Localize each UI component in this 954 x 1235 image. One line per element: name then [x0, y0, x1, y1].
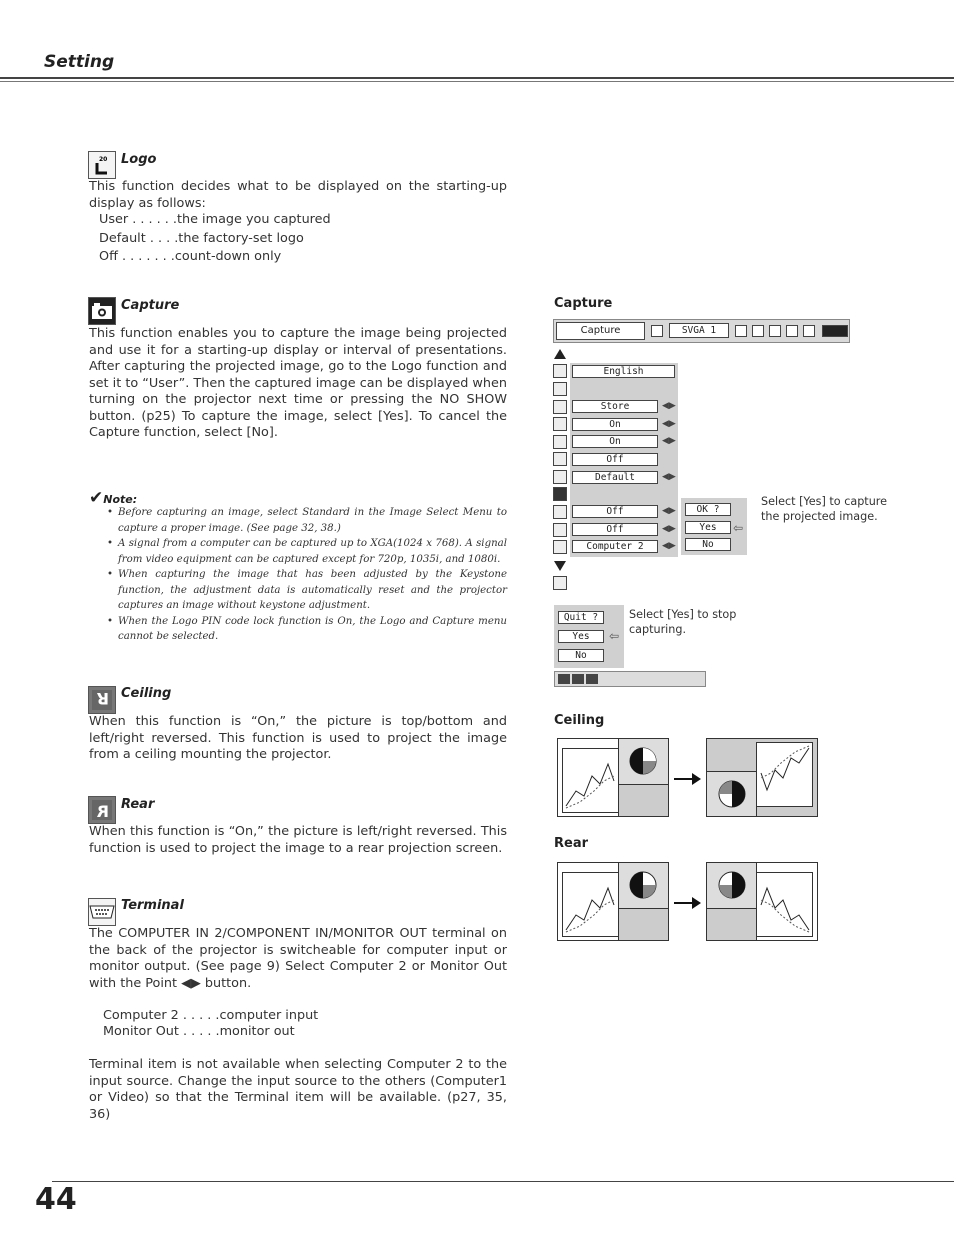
ceiling-illustration — [556, 736, 820, 820]
display-icon[interactable] — [553, 435, 567, 449]
note-item: • When the Logo PIN code lock function is On, the Logo and Capture menu cannot be selected. — [107, 614, 507, 645]
rear-body: When this function is “On,” the picture is left/right reversed. This function is used to project the image to a rear projection screen. — [89, 824, 507, 856]
quit-no-button[interactable]: No — [558, 649, 604, 662]
capture-title: Capture — [121, 298, 180, 313]
quit-callout: Select [Yes] to stop capturing. — [629, 608, 737, 636]
option-rear[interactable]: Off — [572, 523, 658, 536]
note-item: • A signal from a computer can be captured up to XGA(1024 x 768). A signal from video equipment can be captured except for 720p, 1035i, and 1080i. — [107, 536, 507, 567]
footer-rule — [52, 1181, 954, 1182]
menubar-capture-tab[interactable]: Capture — [556, 322, 645, 340]
option-logo[interactable]: Off — [572, 453, 658, 466]
quit-question: Quit ? — [558, 611, 604, 624]
header-rule-thin — [0, 81, 954, 82]
svg-text:20: 20 — [99, 156, 108, 163]
progress-segment — [586, 674, 598, 684]
left-right-arrow-icon[interactable]: ◀▶ — [662, 541, 676, 551]
left-right-arrow-icon[interactable]: ◀▶ — [662, 436, 676, 446]
terminal-title: Terminal — [121, 898, 184, 913]
setting-icon[interactable] — [822, 325, 848, 337]
input-icon[interactable] — [651, 325, 663, 337]
progress-segment — [572, 674, 584, 684]
auto-setup-icon[interactable] — [553, 400, 567, 414]
capture-body: This function enables you to capture the image being projected and use it for a starting-up display or interval of presentations. After capturing the projected image, go to the Logo function and set it to “User”. Then the captured image can be displayed when turning on the projector next time or pressing the NO SHOW button. (p25) To capture the image, select [Yes]. To cancel the Capture function, select [No]. — [89, 326, 507, 440]
logo-icon — [88, 151, 116, 179]
capture-callout: Select [Yes] to capture the projected image. — [761, 495, 888, 523]
menu-position-icon[interactable] — [553, 382, 567, 396]
quit-dialog — [554, 605, 624, 668]
ceiling-icon — [88, 686, 116, 714]
ceiling-menu-icon[interactable] — [553, 505, 567, 519]
terminal-option-computer2: Computer 2 . . . . .computer input — [103, 1008, 319, 1023]
option-terminal[interactable]: Computer 2 — [572, 540, 658, 553]
capture-confirm-dialog — [681, 498, 747, 555]
option-ceiling[interactable]: Off — [572, 505, 658, 518]
exit-icon[interactable] — [553, 576, 567, 590]
left-right-arrow-icon[interactable]: ◀▶ — [662, 401, 676, 411]
camera-icon — [88, 297, 116, 325]
option-auto-setup[interactable]: Store — [572, 400, 658, 413]
image-select-icon[interactable] — [752, 325, 764, 337]
capture-progress-bar — [554, 671, 706, 687]
sound-icon[interactable] — [803, 325, 815, 337]
left-right-arrow-icon[interactable]: ◀▶ — [662, 524, 676, 534]
terminal-body-text: The COMPUTER IN 2/COMPONENT IN/MONITOR OUT terminal on the back of the projector is switcheable for computer input or monitor output. (See page 9) Select Computer 2 or Monitor Out with the Point — [89, 926, 507, 991]
note-item: • Before capturing an image, select Standard in the Image Select Menu to capture a proper image. (See page 32, 38.) — [107, 505, 507, 536]
ok-question: OK ? — [685, 503, 731, 516]
note-item: • When capturing the image that has been adjusted by the Keystone function, the adjustment data is automatically reset and the projector captures an image without keystone adjustment. — [107, 567, 507, 614]
svg-text:R: R — [96, 689, 109, 708]
left-right-arrow-icon[interactable]: ◀▶ — [662, 472, 676, 482]
terminal-body — [89, 926, 507, 992]
option-background[interactable]: On — [572, 418, 658, 431]
terminal-icon — [88, 898, 116, 926]
terminal-menu-icon[interactable] — [553, 540, 567, 554]
rear-menu-icon[interactable] — [553, 523, 567, 537]
logo-select-icon[interactable] — [553, 470, 567, 484]
background-icon[interactable] — [553, 417, 567, 431]
no-button[interactable]: No — [685, 538, 731, 551]
logo-option-user: User . . . . . .the image you captured — [99, 212, 331, 227]
checkmark-icon: ✔ — [89, 488, 104, 508]
signal-display: SVGA 1 — [669, 323, 729, 338]
logo-menu-icon[interactable] — [553, 452, 567, 466]
pc-adjust-icon[interactable] — [735, 325, 747, 337]
pointer-arrow-icon: ⇦ — [609, 629, 620, 643]
rear-figure-label: Rear — [554, 836, 589, 851]
option-language[interactable]: English — [572, 365, 675, 378]
capture-figure-label: Capture — [554, 296, 613, 311]
point-left-right-icon: ◀▶ — [181, 975, 201, 991]
terminal-footer: Terminal item is not available when selecting Computer 2 to the input source. Change the input source to the others (Computer1 or Video) so that the Terminal item will be available. (p27, 35, 36) — [89, 1057, 507, 1122]
pointer-arrow-icon: ⇦ — [733, 521, 744, 535]
language-icon[interactable] — [553, 364, 567, 378]
progress-segment — [558, 674, 570, 684]
ceiling-title: Ceiling — [121, 686, 172, 701]
scroll-up-icon[interactable] — [553, 346, 567, 360]
menu-icon-column — [553, 346, 569, 594]
logo-option-default: Default . . . .the factory-set logo — [99, 231, 304, 246]
settings-submenu — [570, 363, 678, 557]
note-heading: Note: — [103, 493, 138, 506]
scroll-down-icon[interactable] — [553, 558, 567, 572]
rear-illustration — [556, 860, 820, 944]
rear-icon — [88, 796, 116, 824]
quit-yes-button[interactable]: Yes — [558, 630, 604, 643]
option-logo-select[interactable]: Default — [572, 471, 658, 484]
logo-title: Logo — [121, 152, 157, 167]
left-right-arrow-icon[interactable]: ◀▶ — [662, 506, 676, 516]
page-header-title: Setting — [44, 52, 115, 72]
screen-icon[interactable] — [786, 325, 798, 337]
option-display[interactable]: On — [572, 435, 658, 448]
terminal-option-monitor-out: Monitor Out . . . . .monitor out — [103, 1024, 295, 1039]
svg-text:R: R — [96, 802, 109, 821]
logo-intro: This function decides what to be displayed on the starting-up display as follows: — [89, 179, 507, 211]
note-list — [107, 505, 507, 645]
rear-title: Rear — [121, 797, 155, 812]
image-adjust-icon[interactable] — [769, 325, 781, 337]
left-right-arrow-icon[interactable]: ◀▶ — [662, 419, 676, 429]
menu-bar — [553, 319, 850, 343]
capture-menu-icon[interactable] — [553, 487, 567, 501]
page-number: 44 — [35, 1182, 77, 1217]
yes-button[interactable]: Yes — [685, 521, 731, 534]
terminal-body-end: button. — [204, 975, 252, 991]
header-rule — [0, 77, 954, 79]
ceiling-figure-label: Ceiling — [554, 713, 605, 728]
logo-option-off: Off . . . . . . .count-down only — [99, 249, 282, 264]
ceiling-body: When this function is “On,” the picture is top/bottom and left/right reversed. This function is used to project the image from a ceiling mounting the projector. — [89, 714, 507, 762]
